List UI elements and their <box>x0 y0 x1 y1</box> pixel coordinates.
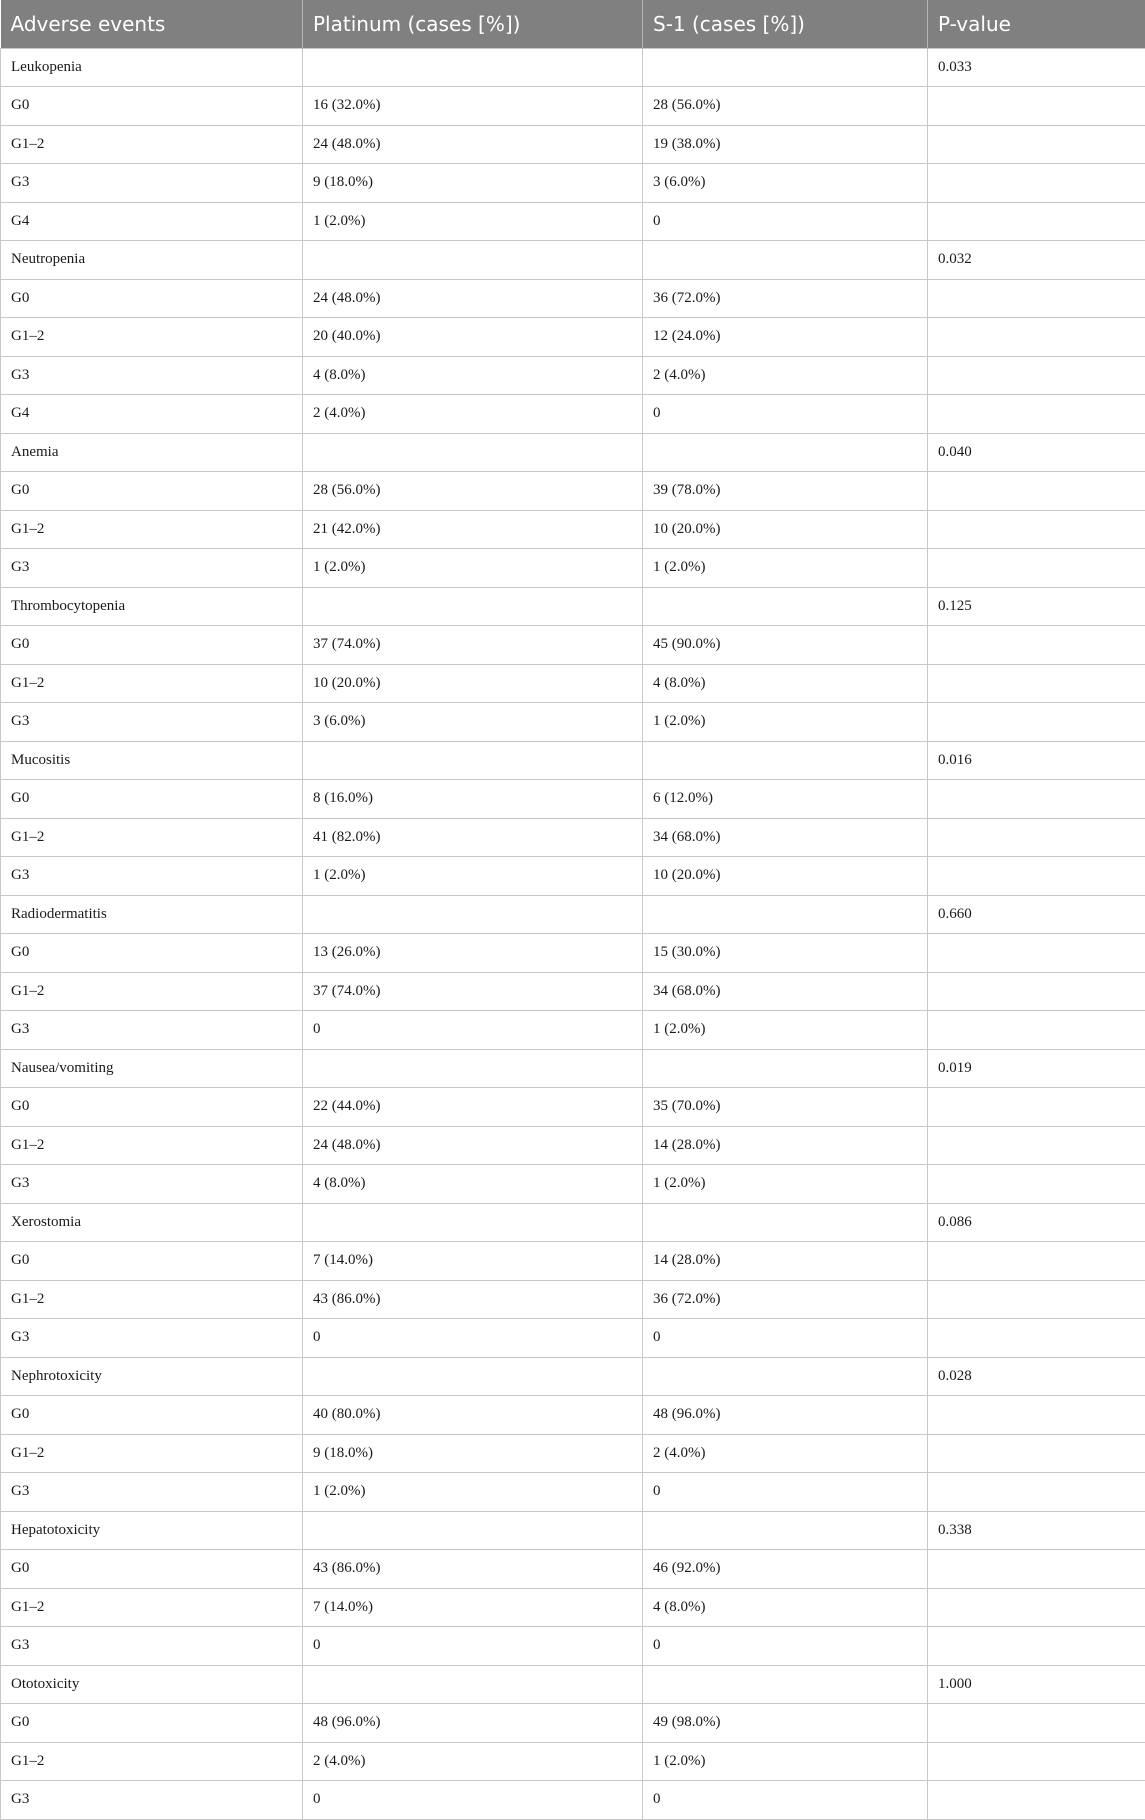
p-value-cell: 0.040 <box>928 433 1145 472</box>
table-row <box>1 549 1145 588</box>
table-row <box>1 857 1145 896</box>
s1-cell: 34 (68.0%) <box>643 818 928 857</box>
s1-cell: 10 (20.0%) <box>643 857 928 896</box>
platinum-cell: 0 <box>303 1319 643 1358</box>
table-row <box>1 510 1145 549</box>
platinum-cell: 3 (6.0%) <box>303 703 643 742</box>
adverse-event-cell: G0 <box>1 1704 303 1743</box>
s1-cell: 49 (98.0%) <box>643 1704 928 1743</box>
platinum-cell: 1 (2.0%) <box>303 549 643 588</box>
platinum-cell: 43 (86.0%) <box>303 1280 643 1319</box>
p-value-cell <box>928 1550 1145 1589</box>
p-value-cell <box>928 1280 1145 1319</box>
p-value-cell <box>928 1704 1145 1743</box>
p-value-cell <box>928 1781 1145 1820</box>
platinum-cell <box>303 741 643 780</box>
table-row <box>1 1280 1145 1319</box>
p-value-cell: 0.019 <box>928 1049 1145 1088</box>
s1-cell: 2 (4.0%) <box>643 356 928 395</box>
adverse-event-cell: G3 <box>1 356 303 395</box>
p-value-cell <box>928 1011 1145 1050</box>
p-value-cell <box>928 703 1145 742</box>
table-row <box>1 972 1145 1011</box>
s1-cell: 10 (20.0%) <box>643 510 928 549</box>
s1-cell: 19 (38.0%) <box>643 125 928 164</box>
platinum-cell <box>303 1665 643 1704</box>
adverse-event-cell: G1–2 <box>1 972 303 1011</box>
adverse-event-cell: G0 <box>1 934 303 973</box>
adverse-event-cell: G3 <box>1 857 303 896</box>
p-value-cell <box>928 356 1145 395</box>
table-row <box>1 1242 1145 1281</box>
s1-cell: 0 <box>643 1319 928 1358</box>
platinum-cell: 24 (48.0%) <box>303 125 643 164</box>
p-value-cell <box>928 164 1145 203</box>
table-row <box>1 1434 1145 1473</box>
s1-cell <box>643 1203 928 1242</box>
s1-cell: 0 <box>643 395 928 434</box>
table-row <box>1 1126 1145 1165</box>
p-value-cell <box>928 1473 1145 1512</box>
s1-cell: 34 (68.0%) <box>643 972 928 1011</box>
platinum-cell: 9 (18.0%) <box>303 164 643 203</box>
table-row <box>1 356 1145 395</box>
p-value-cell <box>928 279 1145 318</box>
platinum-cell: 8 (16.0%) <box>303 780 643 819</box>
platinum-cell: 4 (8.0%) <box>303 356 643 395</box>
table-row <box>1 395 1145 434</box>
table-row <box>1 1550 1145 1589</box>
s1-cell <box>643 1511 928 1550</box>
s1-cell: 1 (2.0%) <box>643 1011 928 1050</box>
platinum-cell: 24 (48.0%) <box>303 1126 643 1165</box>
platinum-cell <box>303 1203 643 1242</box>
adverse-event-cell: G3 <box>1 1473 303 1512</box>
adverse-event-cell: G1–2 <box>1 1280 303 1319</box>
table-row <box>1 1203 1145 1242</box>
platinum-cell: 0 <box>303 1627 643 1666</box>
s1-cell <box>643 1357 928 1396</box>
adverse-event-cell: G1–2 <box>1 125 303 164</box>
p-value-cell <box>928 395 1145 434</box>
adverse-event-cell: Radiodermatitis <box>1 895 303 934</box>
s1-cell: 4 (8.0%) <box>643 664 928 703</box>
platinum-cell: 40 (80.0%) <box>303 1396 643 1435</box>
platinum-cell: 1 (2.0%) <box>303 857 643 896</box>
platinum-cell: 43 (86.0%) <box>303 1550 643 1589</box>
table-row <box>1 1511 1145 1550</box>
platinum-cell <box>303 1049 643 1088</box>
table-row <box>1 1165 1145 1204</box>
adverse-event-cell: G0 <box>1 626 303 665</box>
adverse-event-cell: G1–2 <box>1 1588 303 1627</box>
table-body <box>1 48 1145 1819</box>
platinum-cell <box>303 587 643 626</box>
table-row <box>1 1011 1145 1050</box>
s1-cell: 28 (56.0%) <box>643 87 928 126</box>
p-value-cell <box>928 202 1145 241</box>
table-row <box>1 202 1145 241</box>
platinum-cell: 1 (2.0%) <box>303 1473 643 1512</box>
table-row <box>1 1319 1145 1358</box>
adverse-event-cell: Thrombocytopenia <box>1 587 303 626</box>
platinum-cell: 13 (26.0%) <box>303 934 643 973</box>
column-header-adverse-events: Adverse events <box>1 0 303 48</box>
platinum-cell <box>303 241 643 280</box>
p-value-cell <box>928 472 1145 511</box>
p-value-cell <box>928 1126 1145 1165</box>
table-row <box>1 1396 1145 1435</box>
p-value-cell <box>928 626 1145 665</box>
table-row <box>1 48 1145 87</box>
table-row <box>1 1665 1145 1704</box>
s1-cell: 48 (96.0%) <box>643 1396 928 1435</box>
adverse-event-cell: Neutropenia <box>1 241 303 280</box>
p-value-cell <box>928 664 1145 703</box>
s1-cell: 2 (4.0%) <box>643 1434 928 1473</box>
p-value-cell <box>928 1319 1145 1358</box>
table-row <box>1 279 1145 318</box>
table-row <box>1 318 1145 357</box>
adverse-event-cell: G1–2 <box>1 318 303 357</box>
adverse-event-cell: G3 <box>1 164 303 203</box>
p-value-cell <box>928 857 1145 896</box>
table-row <box>1 87 1145 126</box>
adverse-event-cell: G0 <box>1 1550 303 1589</box>
platinum-cell: 9 (18.0%) <box>303 1434 643 1473</box>
adverse-event-cell: G3 <box>1 1627 303 1666</box>
p-value-cell <box>928 1434 1145 1473</box>
header-row <box>1 0 1145 48</box>
s1-cell: 36 (72.0%) <box>643 279 928 318</box>
p-value-cell <box>928 318 1145 357</box>
table-row <box>1 587 1145 626</box>
p-value-cell <box>928 1088 1145 1127</box>
adverse-event-cell: G4 <box>1 395 303 434</box>
adverse-event-cell: Mucositis <box>1 741 303 780</box>
adverse-event-cell: G1–2 <box>1 1126 303 1165</box>
table-row <box>1 1473 1145 1512</box>
s1-cell: 14 (28.0%) <box>643 1242 928 1281</box>
s1-cell: 35 (70.0%) <box>643 1088 928 1127</box>
p-value-cell: 0.660 <box>928 895 1145 934</box>
adverse-event-cell: G0 <box>1 1242 303 1281</box>
adverse-event-cell: G3 <box>1 703 303 742</box>
s1-cell: 39 (78.0%) <box>643 472 928 511</box>
table-row <box>1 1704 1145 1743</box>
table-row <box>1 1357 1145 1396</box>
adverse-event-cell: Xerostomia <box>1 1203 303 1242</box>
table-row <box>1 164 1145 203</box>
adverse-event-cell: G0 <box>1 1396 303 1435</box>
p-value-cell <box>928 510 1145 549</box>
platinum-cell: 21 (42.0%) <box>303 510 643 549</box>
adverse-event-cell: G1–2 <box>1 510 303 549</box>
adverse-event-cell: G1–2 <box>1 1434 303 1473</box>
adverse-event-cell: G3 <box>1 1011 303 1050</box>
platinum-cell: 2 (4.0%) <box>303 395 643 434</box>
column-header-platinum: Platinum (cases [%]) <box>303 0 643 48</box>
adverse-event-cell: G1–2 <box>1 1742 303 1781</box>
p-value-cell <box>928 1165 1145 1204</box>
adverse-event-cell: G0 <box>1 279 303 318</box>
s1-cell <box>643 895 928 934</box>
s1-cell: 6 (12.0%) <box>643 780 928 819</box>
platinum-cell <box>303 433 643 472</box>
p-value-cell <box>928 1242 1145 1281</box>
platinum-cell: 22 (44.0%) <box>303 1088 643 1127</box>
s1-cell: 1 (2.0%) <box>643 703 928 742</box>
p-value-cell: 0.338 <box>928 1511 1145 1550</box>
p-value-cell <box>928 1742 1145 1781</box>
s1-cell: 4 (8.0%) <box>643 1588 928 1627</box>
table-row <box>1 934 1145 973</box>
s1-cell: 3 (6.0%) <box>643 164 928 203</box>
s1-cell: 14 (28.0%) <box>643 1126 928 1165</box>
platinum-cell: 1 (2.0%) <box>303 202 643 241</box>
s1-cell: 0 <box>643 1473 928 1512</box>
s1-cell: 0 <box>643 202 928 241</box>
platinum-cell: 20 (40.0%) <box>303 318 643 357</box>
platinum-cell: 41 (82.0%) <box>303 818 643 857</box>
p-value-cell <box>928 780 1145 819</box>
table-row <box>1 125 1145 164</box>
platinum-cell: 0 <box>303 1781 643 1820</box>
platinum-cell: 0 <box>303 1011 643 1050</box>
p-value-cell <box>928 125 1145 164</box>
table-row <box>1 1088 1145 1127</box>
table-row <box>1 1742 1145 1781</box>
s1-cell: 0 <box>643 1627 928 1666</box>
p-value-cell: 1.000 <box>928 1665 1145 1704</box>
table-row <box>1 1588 1145 1627</box>
s1-cell: 12 (24.0%) <box>643 318 928 357</box>
adverse-event-cell: G0 <box>1 472 303 511</box>
p-value-cell <box>928 934 1145 973</box>
platinum-cell: 16 (32.0%) <box>303 87 643 126</box>
s1-cell: 1 (2.0%) <box>643 549 928 588</box>
p-value-cell: 0.028 <box>928 1357 1145 1396</box>
p-value-cell <box>928 1396 1145 1435</box>
p-value-cell <box>928 818 1145 857</box>
p-value-cell <box>928 549 1145 588</box>
s1-cell: 46 (92.0%) <box>643 1550 928 1589</box>
platinum-cell: 2 (4.0%) <box>303 1742 643 1781</box>
platinum-cell: 7 (14.0%) <box>303 1588 643 1627</box>
adverse-event-cell: G1–2 <box>1 818 303 857</box>
s1-cell <box>643 241 928 280</box>
platinum-cell: 24 (48.0%) <box>303 279 643 318</box>
s1-cell <box>643 587 928 626</box>
adverse-event-cell: G3 <box>1 1319 303 1358</box>
adverse-event-cell: G1–2 <box>1 664 303 703</box>
p-value-cell <box>928 87 1145 126</box>
column-header-s1: S-1 (cases [%]) <box>643 0 928 48</box>
adverse-event-cell: Hepatotoxicity <box>1 1511 303 1550</box>
table-row <box>1 1627 1145 1666</box>
p-value-cell: 0.033 <box>928 48 1145 87</box>
s1-cell: 0 <box>643 1781 928 1820</box>
adverse-event-cell: G3 <box>1 1165 303 1204</box>
adverse-event-cell: G0 <box>1 87 303 126</box>
platinum-cell: 48 (96.0%) <box>303 1704 643 1743</box>
s1-cell <box>643 741 928 780</box>
p-value-cell <box>928 972 1145 1011</box>
table-row <box>1 818 1145 857</box>
platinum-cell: 10 (20.0%) <box>303 664 643 703</box>
platinum-cell: 37 (74.0%) <box>303 626 643 665</box>
s1-cell <box>643 433 928 472</box>
adverse-event-cell: G0 <box>1 1088 303 1127</box>
platinum-cell: 4 (8.0%) <box>303 1165 643 1204</box>
s1-cell: 15 (30.0%) <box>643 934 928 973</box>
adverse-event-cell: G4 <box>1 202 303 241</box>
column-header-p-value: P-value <box>928 0 1145 48</box>
table-row <box>1 703 1145 742</box>
p-value-cell: 0.016 <box>928 741 1145 780</box>
adverse-event-cell: Leukopenia <box>1 48 303 87</box>
adverse-event-cell: Nephrotoxicity <box>1 1357 303 1396</box>
table-row <box>1 626 1145 665</box>
platinum-cell <box>303 895 643 934</box>
p-value-cell: 0.032 <box>928 241 1145 280</box>
table-row <box>1 664 1145 703</box>
adverse-event-cell: G3 <box>1 1781 303 1820</box>
p-value-cell: 0.086 <box>928 1203 1145 1242</box>
table-row <box>1 741 1145 780</box>
adverse-event-cell: G3 <box>1 549 303 588</box>
s1-cell <box>643 48 928 87</box>
adverse-event-cell: Ototoxicity <box>1 1665 303 1704</box>
platinum-cell <box>303 48 643 87</box>
platinum-cell <box>303 1511 643 1550</box>
adverse-event-cell: Anemia <box>1 433 303 472</box>
table-row <box>1 1781 1145 1820</box>
p-value-cell <box>928 1627 1145 1666</box>
table-row <box>1 241 1145 280</box>
adverse-event-cell: G0 <box>1 780 303 819</box>
p-value-cell: 0.125 <box>928 587 1145 626</box>
s1-cell: 1 (2.0%) <box>643 1165 928 1204</box>
p-value-cell <box>928 1588 1145 1627</box>
s1-cell: 1 (2.0%) <box>643 1742 928 1781</box>
platinum-cell: 7 (14.0%) <box>303 1242 643 1281</box>
s1-cell <box>643 1665 928 1704</box>
platinum-cell: 28 (56.0%) <box>303 472 643 511</box>
s1-cell: 36 (72.0%) <box>643 1280 928 1319</box>
table-row <box>1 895 1145 934</box>
table-row <box>1 433 1145 472</box>
table-row <box>1 1049 1145 1088</box>
s1-cell <box>643 1049 928 1088</box>
table-row <box>1 472 1145 511</box>
table-row <box>1 780 1145 819</box>
adverse-event-cell: Nausea/vomiting <box>1 1049 303 1088</box>
platinum-cell: 37 (74.0%) <box>303 972 643 1011</box>
platinum-cell <box>303 1357 643 1396</box>
s1-cell: 45 (90.0%) <box>643 626 928 665</box>
